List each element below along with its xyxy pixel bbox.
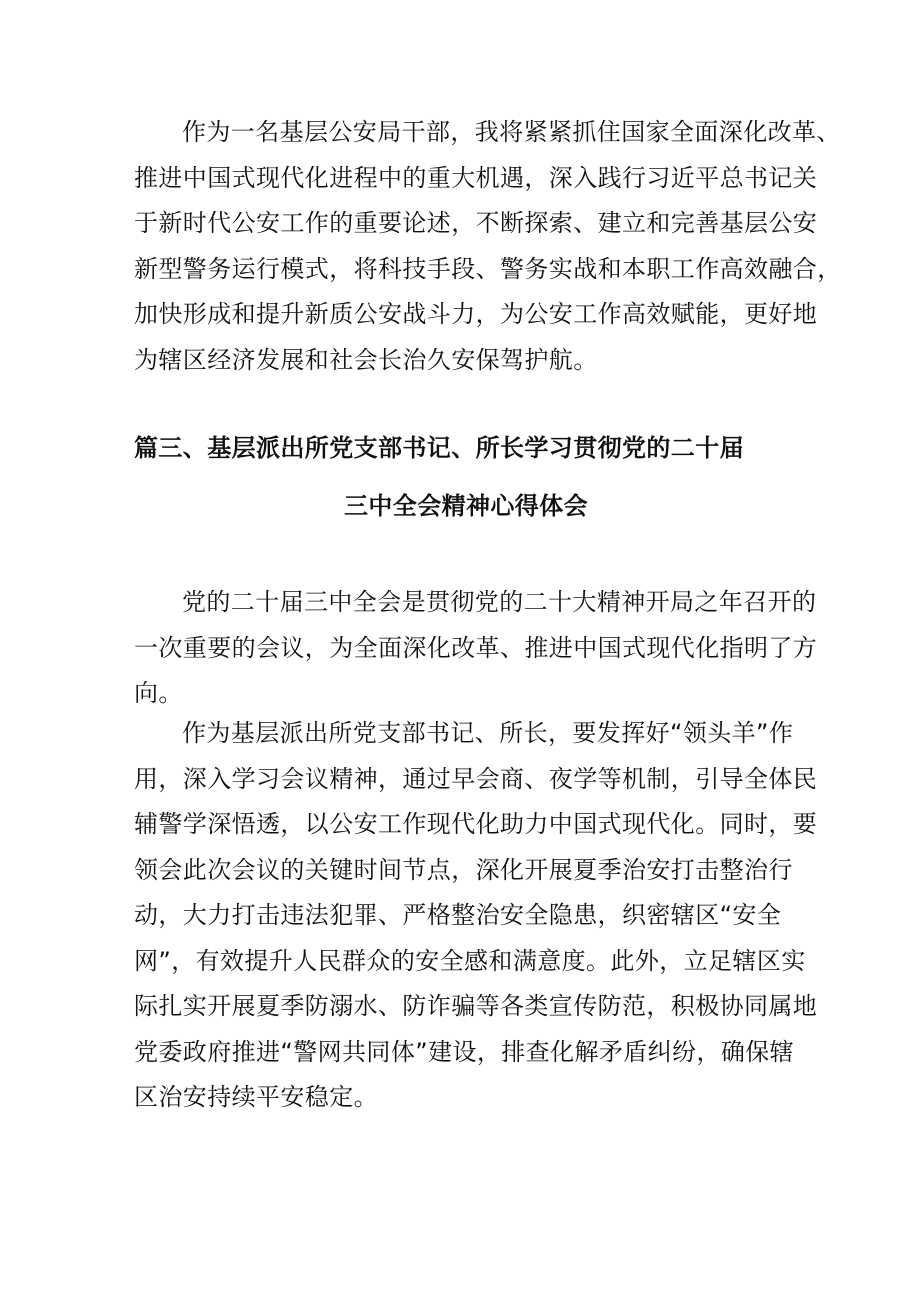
paragraph-line: 领会此次会议的关键时间节点，深化开展夏季治安打击整治行 [134, 855, 793, 884]
paragraph-line: 动，大力打击违法犯罪、严格整治安全隐患，织密辖区“安全 [134, 901, 782, 929]
paragraph-line: 区治安持续平安稳定。 [134, 1083, 378, 1111]
paragraph-line: 党的二十届三中全会是贯彻党的二十大精神开局之年召开的 [182, 588, 817, 616]
paragraph-3 [134, 711, 818, 1121]
paragraph-1 [134, 110, 842, 383]
section-title-line-2: 三中全会精神心得体会 [344, 492, 588, 520]
paragraph-line: 加快形成和提升新质公安战斗力，为公安工作高效赋能，更好地 [134, 300, 818, 328]
paragraph-line: 党委政府推进“警网共同体”建设，排查化解矛盾纠纷，确保辖 [134, 1037, 795, 1066]
paragraph-line: 作为基层派出所党支部书记、所长，要发挥好“领头羊”作 [182, 719, 794, 747]
paragraph-line: 辅警学深悟透，以公安工作现代化助力中国式现代化。同时，要 [134, 810, 818, 838]
section-title-line-1: 篇三、基层派出所党支部书记、所长学习贯彻党的二十届 [134, 434, 744, 462]
paragraph-2 [134, 580, 818, 717]
paragraph-line: 一次重要的会议，为全面深化改革、推进中国式现代化指明了方 [134, 633, 818, 662]
paragraph-line: 新型警务运行模式，将科技手段、警务实战和本职工作高效融合， [134, 254, 842, 283]
paragraph-line: 际扎实开展夏季防溺水、防诈骗等各类宣传防范，积极协同属地 [134, 992, 818, 1020]
paragraph-line: 为辖区经济发展和社会长治久安保驾护航。 [134, 345, 598, 374]
paragraph-line: 用，深入学习会议精神，通过早会商、夜学等机制，引导全体民 [134, 764, 818, 793]
paragraph-line: 向。 [134, 679, 183, 707]
paragraph-line: 于新时代公安工作的重要论述，不断探索、建立和完善基层公安 [134, 209, 818, 237]
paragraph-line: 推进中国式现代化进程中的重大机遇，深入践行习近平总书记关 [134, 163, 818, 192]
paragraph-line: 网”，有效提升人民群众的安全感和满意度。此外，立足辖区实 [134, 946, 806, 975]
paragraph-line: 作为一名基层公安局干部，我将紧紧抓住国家全面深化改革、 [182, 118, 841, 146]
